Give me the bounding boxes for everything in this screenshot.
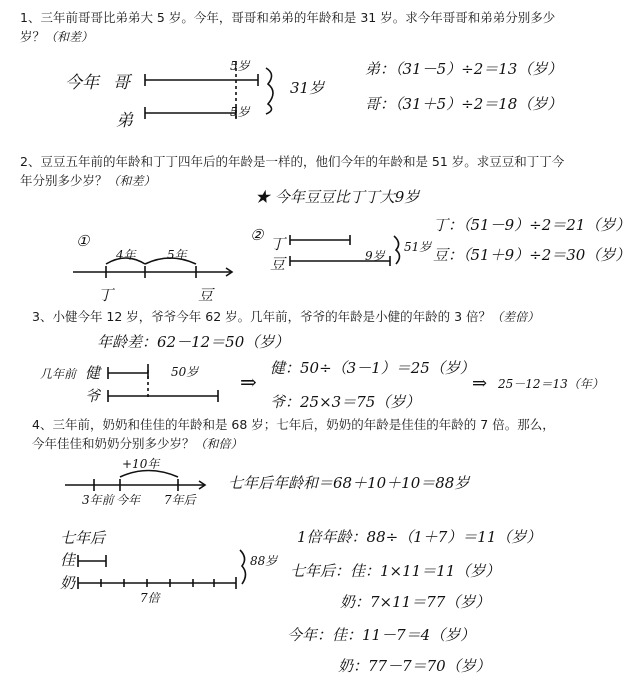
problem-4-question: 三年前，奶奶和佳佳的年龄和是 68 岁；七年后，奶奶的年龄是佳佳的年龄的 7 倍。那么，今年佳佳和奶奶分别多少岁？ [32,417,555,451]
problem-1-question: 三年前哥哥比弟弟大 5 岁。今年，哥哥和弟弟的年龄和是 31 岁。求今年哥哥和弟弟分别多少岁？ [20,10,556,44]
problem-4-three-ago: 3年前 [82,493,114,507]
problem-2-number: 2、 [20,154,41,169]
problem-1-sum: 31岁 [290,79,325,97]
problem-2-step-1: ① [76,232,90,250]
problem-4-type-note: （和倍） [194,437,243,451]
problem-3-question: 小健今年 12 岁，爷爷今年 62 岁。几年前，爷爷的年龄是小健的年龄的 3 倍？ [52,309,492,324]
problem-3-number: 3、 [32,309,53,324]
problem-3-label-jian: 健 [85,364,101,382]
problem-2-sum: 51岁 [404,240,432,254]
problem-2-line-dou: 豆 [198,286,214,304]
problem-2-five-years: 5年 [167,248,187,262]
problem-4-label-nai: 奶 [60,574,76,592]
problem-4-solution-3: 奶：7×11＝77（岁） [340,593,491,611]
problem-1-type-note: （和差） [45,30,94,44]
problem-2-solution-1: 丁：（51－9）÷2＝21（岁） [433,216,630,234]
problem-4-diagram [78,550,246,589]
problem-4-solution-1: 1倍年龄：88÷（1＋7）＝11（岁） [297,528,542,546]
problem-3-solution-1: 健：50÷（3－1）＝25（岁） [270,359,475,377]
problem-1-diff-top: 5岁 [230,59,250,73]
problem-3-years-ago: 几年前 [40,367,77,381]
problem-4-solution-4: 今年：佳：11－7＝4（岁） [287,626,476,644]
problem-2-diagram-dou: 豆 [270,255,286,273]
problem-3-solution-3: 25－12＝13（年） [498,377,604,391]
problem-4-solution-2: 七年后：佳：1×11＝11（岁） [290,562,501,580]
problem-4-label-jia: 佳 [60,551,76,569]
problem-1-number: 1、 [20,10,41,25]
problem-4-seven-later: 7年后 [164,493,196,507]
problem-2-solution-2: 豆：（51＋9）÷2＝30（岁） [433,246,630,264]
problem-4-solution-5: 奶：77－7＝70（岁） [338,657,491,675]
problem-2-step-2: ② [250,226,264,244]
problem-4-label-seven-later: 七年后 [60,529,106,547]
problem-3-label-ye: 爷 [85,387,101,405]
problem-1-solution-2: 哥：（31＋5）÷2＝18（岁） [365,95,563,113]
problem-3-arrow-1: ⇒ [240,370,257,394]
problem-2-number-line [73,258,232,278]
problem-4-plus-years: +10年 [122,457,160,471]
problem-3-solution-2: 爷：25×3＝75（岁） [270,393,421,411]
problem-1-diagram [145,62,273,119]
problem-4-sum: 88岁 [250,554,278,568]
problem-4-number: 4、 [32,417,53,432]
problem-2-question: 豆豆五年前的年龄和丁丁四年后的年龄是一样的，他们今年的年龄和是 51 岁。求豆豆和丁丁今年分别多少岁？ [20,154,565,188]
problem-1-label-younger: 弟 [116,111,133,131]
problem-2-segment-diagram [290,235,400,266]
problem-2-key-note: ★ 今年豆豆比丁丁大9岁 [255,188,420,206]
problem-4-now: 今年 [116,493,141,507]
problem-2-diff: 9岁 [365,249,385,263]
problem-1-diff-bottom: 5岁 [230,105,250,119]
problem-2-type-note: （和差） [107,174,156,188]
problem-3-arrow-2: ⇒ [472,373,488,394]
problem-3-diagram [108,364,218,402]
problem-3-age-diff: 年龄差：62－12＝50（岁） [97,333,290,351]
problem-3-type-note: （差倍） [491,310,540,324]
problem-2-four-years: 4年 [116,248,136,262]
problem-2-line-ding: 丁 [98,286,114,304]
problem-3-diff: 50岁 [171,365,199,379]
problem-4-timeline [65,471,205,492]
problem-4-times: 7倍 [140,591,160,605]
problem-4-sum-line: 七年后年龄和＝68＋10＋10＝88岁 [228,474,470,492]
problem-1-solution-1: 弟：（31－5）÷2＝13（岁） [365,60,563,78]
problem-2-diagram-ding: 丁 [270,235,286,253]
problem-1-label-older: 哥 [113,73,130,93]
problem-1-label-now: 今年 [65,73,99,93]
